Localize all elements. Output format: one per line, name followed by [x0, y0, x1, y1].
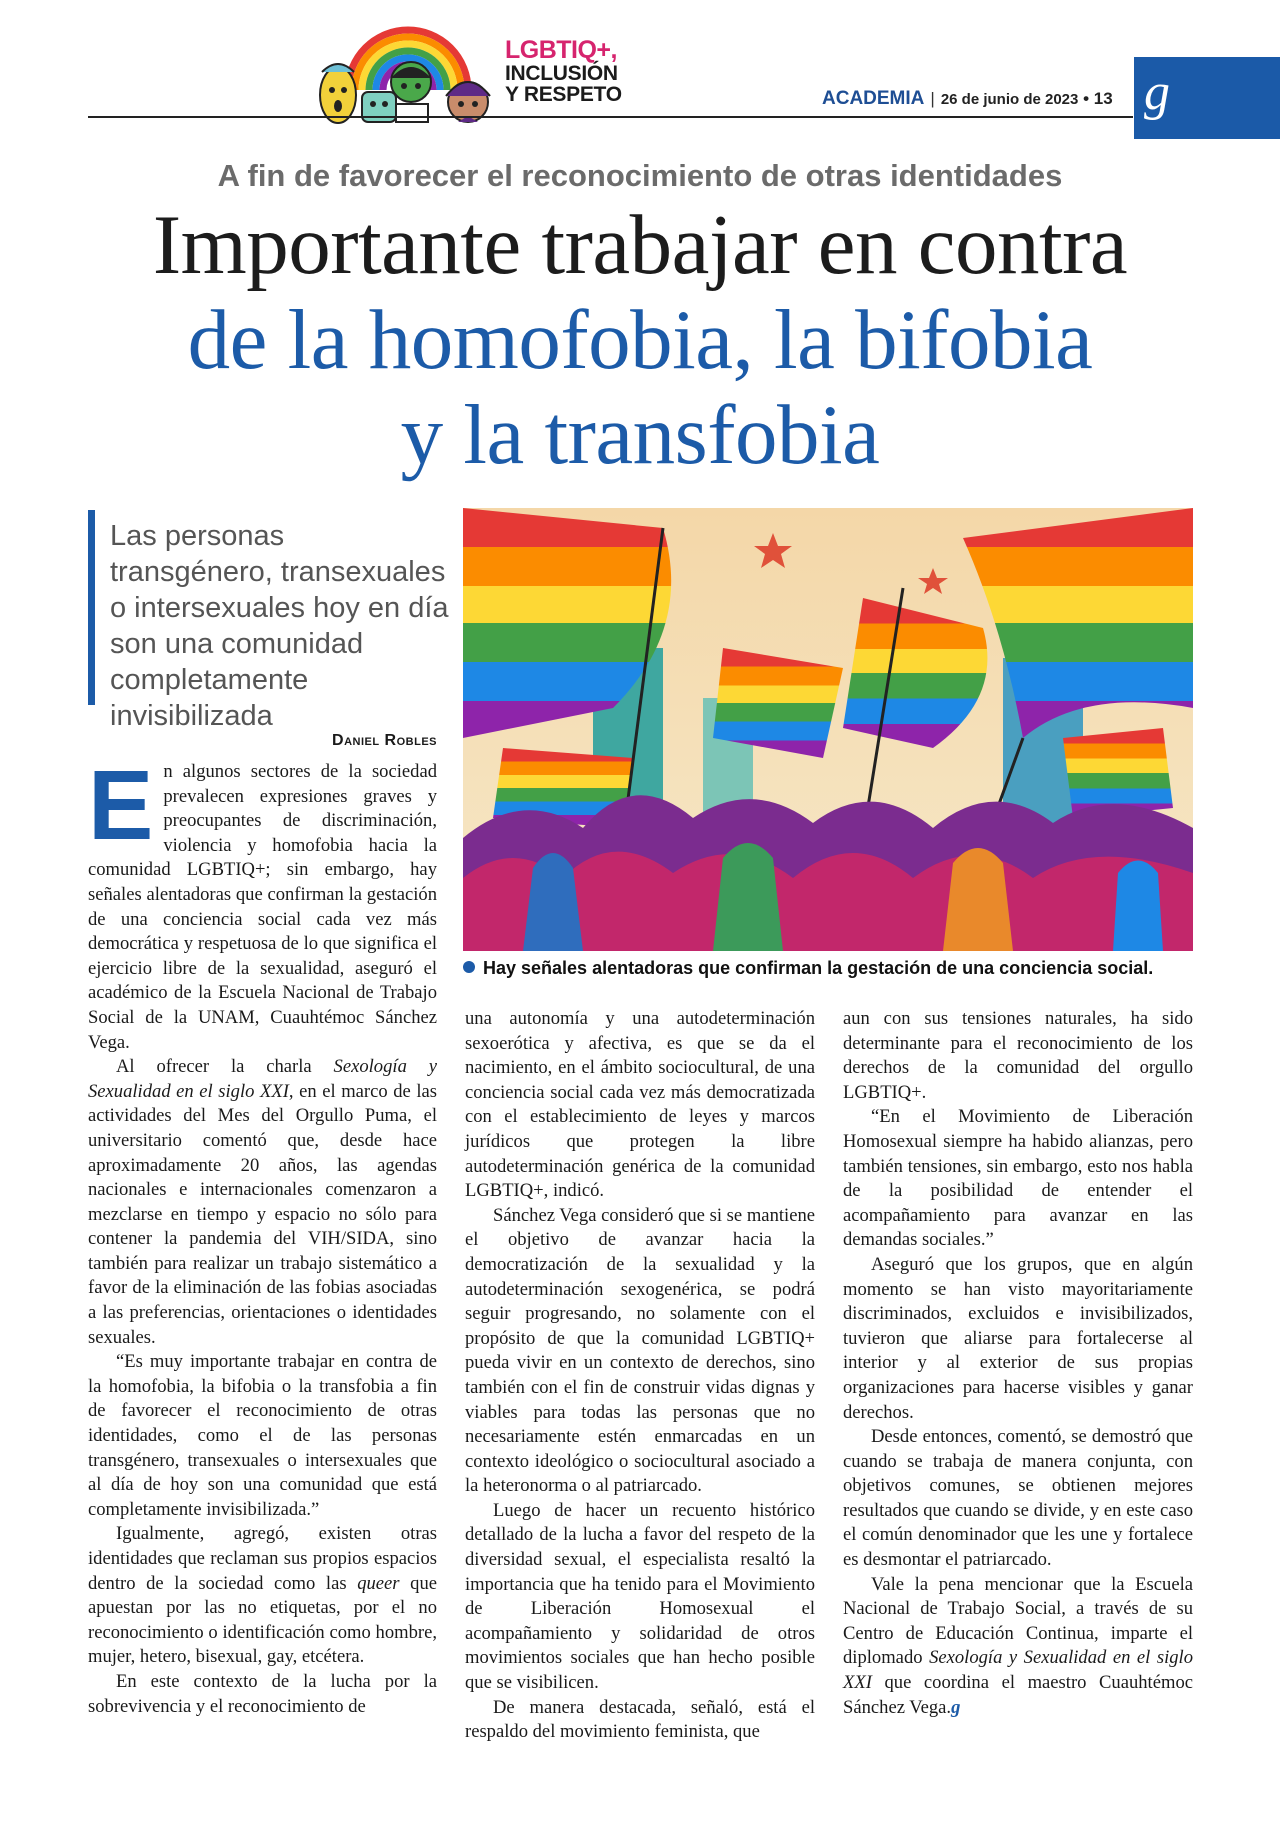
paragraph: “En el Movimiento de Liberación Homosexual siempre ha habido alianzas, pero también tensiones, sin embargo, esto nos habla de la posibilidad de entender el acompañamiento para avanzar en las demandas sociales.” [843, 1106, 1193, 1251]
paragraph: aun con sus tensiones naturales, ha sido determinante para el reconocimiento de los derechos de la comunidad del orgullo LGBTIQ+. [843, 1008, 1193, 1103]
caption-bullet-icon [463, 961, 475, 973]
paragraph: “Es muy importante trabajar en contra de la homofobia, la bifobia o la transfobia a fin de favorecer el reconocimiento de otras identidades, como el de las personas transgénero, transexuales o intersexuales que al día de hoy son una comunidad que está completamente invisibilizada.” [88, 1351, 437, 1520]
pullquote: Las personas transgénero, transexuales o intersexuales hoy en día son una comunidad completamente invisibilizada [110, 520, 449, 732]
gaceta-g-icon [1134, 57, 1280, 139]
caption-text: Hay señales alentadoras que confirman la gestación de una conciencia social. [483, 958, 1154, 978]
paragraph-text: n algunos sectores de la sociedad prevalecen expresiones graves y preocupantes de discriminación, violencia y homofobia hacia la comunidad LGBTIQ+; sin embargo, hay señales alentadoras que confirman la gestación de una conciencia social cada vez más democrática y respetuosa de lo que significa el ejercicio libre de la sexualidad, aseguró el académico de la Escuela Nacional de Trabajo Social de la UNAM, Cuauhtémoc Sánchez Vega. [88, 761, 437, 1053]
paragraph: Aseguró que los grupos, que en algún momento se han visto mayoritariamente discriminados, excluidos e invisibilizados, tuvieron que aliarse para fortalecerse al interior y al exterior de sus propias organizaciones para hacerse visibles y ganar derechos. [843, 1253, 1193, 1423]
rainbow-logo-icon [318, 20, 498, 125]
end-mark-icon: g [951, 1696, 961, 1718]
issue-date: 26 de junio de 2023 [940, 91, 1079, 108]
page-number: 13 [1093, 89, 1113, 108]
brand-letter: g [1144, 64, 1170, 121]
diploma-title: Sexología y Sexualidad en el siglo XXI [843, 1647, 1193, 1694]
drop-cap: E [88, 750, 154, 860]
paragraph: De manera destacada, señaló, está el respaldo del movimiento feminista, que [465, 1696, 815, 1743]
paragraph-text: , en el marco de las actividades del Mes del Orgullo Puma, el universitario comentó que, desde hace aproximadamente 20 años, las agendas nacionales e internacionales comenzaron a mezclarse en tiempo y espacio no sólo para contener la pandemia del VIH/SIDA, sino también para realizar un trabajo sistemático a favor de la eliminación de las fobias asociadas a las preferencias, orientaciones o identidades sexuales. [88, 1080, 437, 1348]
paragraph [88, 1055, 437, 1350]
photo-caption [463, 958, 1243, 979]
headline-line-2: de la homofobia, la bifobia [187, 293, 1093, 387]
header-divider [88, 116, 1133, 118]
section-name: ACADEMIA [822, 88, 925, 109]
paragraph: Sánchez Vega consideró que si se mantiene el objetivo de avanzar hacia la democratización de la sexualidad y la autodeterminación sexogenérica, se podrá seguir progresando, no solamente con el propósito de que la comunidad LGBTIQ+ pueda vivir en un contexto de derechos, sino también con el fin de construir vidas dignas y viables para todas las personas que no necesariamente estén enmarcadas en un contexto ideológico o sociocultural asociado a la heteronorma o al patriarcado. [465, 1204, 815, 1497]
section-logo-text [505, 38, 622, 105]
byline: Daniel Robles [332, 732, 437, 749]
separator: | [930, 89, 935, 108]
paragraph-text: que coordina el maestro Cuauhtémoc Sánchez Vega. [843, 1672, 1193, 1718]
paragraph [88, 750, 437, 1055]
kicker: A fin de favorecer el reconocimiento de otras identidades [217, 158, 1063, 193]
paragraph-text: Igualmente, agregó, existen otras identidades que reclaman sus propios espacios dentro de la sociedad como las [88, 1523, 437, 1594]
page-bullet: • [1083, 89, 1090, 108]
section-date-line [822, 88, 1113, 110]
logo-line-3: Y RESPETO [505, 83, 622, 106]
logo-line-1: LGBTIQ+, [505, 36, 617, 64]
paragraph: una autonomía y una autodeterminación sexoerótica y afectiva, es que se da el nacimiento, en el ámbito sociocultural, de una conciencia social cada vez más democratizada con el establecimiento de leyes y marcos jurídicos que protegen la libre autodeterminación genérica de la comunidad LGBTIQ+, indicó. [465, 1008, 815, 1202]
article-column-2 [465, 1007, 815, 1745]
italic-term: queer [357, 1572, 400, 1594]
paragraph: En este contexto de la lucha por la sobrevivencia y el reconocimiento de [88, 1670, 437, 1717]
paragraph [843, 1573, 1193, 1721]
paragraph-text: Al ofrecer la charla [116, 1056, 334, 1078]
paragraph-text: Vale la pena mencionar que la Escuela Nacional de Trabajo Social, a través de su Centro de Educación Continua, imparte el diplomado [843, 1573, 1193, 1669]
article-column-3 [843, 1007, 1193, 1720]
paragraph: Luego de hacer un recuento histórico detallado de la lucha a favor del respeto de la diversidad sexual, el especialista resaltó la importancia que ha tenido para el Movimiento de Liberación Homosexual el acompañamiento y solidaridad de otros movimientos sociales que han hecho posible que se visibilicen. [465, 1499, 815, 1694]
headline-line-3: y la transfobia [400, 388, 880, 482]
talk-title: Sexología y Sexualidad en el siglo XXI [88, 1056, 437, 1102]
paragraph [88, 1522, 437, 1670]
paragraph-text: que apuestan por las no etiquetas, por el no reconocimiento o identificación como hombre, mujer, hetero, bisexual, gay, etcétera. [88, 1572, 437, 1668]
paragraph: Desde entonces, comentó, se demostró que cuando se trabaja de manera conjunta, con objetivos comunes, se obtienen mejores resultados que cuando se divide, y en este caso el común denominador que les une y fortalece es desmontar el patriarcado. [843, 1426, 1193, 1571]
article-column-1 [88, 750, 437, 1719]
logo-line-2: INCLUSIÓN [505, 62, 618, 85]
pride-crowd-illustration [463, 508, 1193, 951]
pullquote-bar [88, 510, 95, 705]
headline-line-1: Importante trabajar en contra [152, 198, 1128, 292]
